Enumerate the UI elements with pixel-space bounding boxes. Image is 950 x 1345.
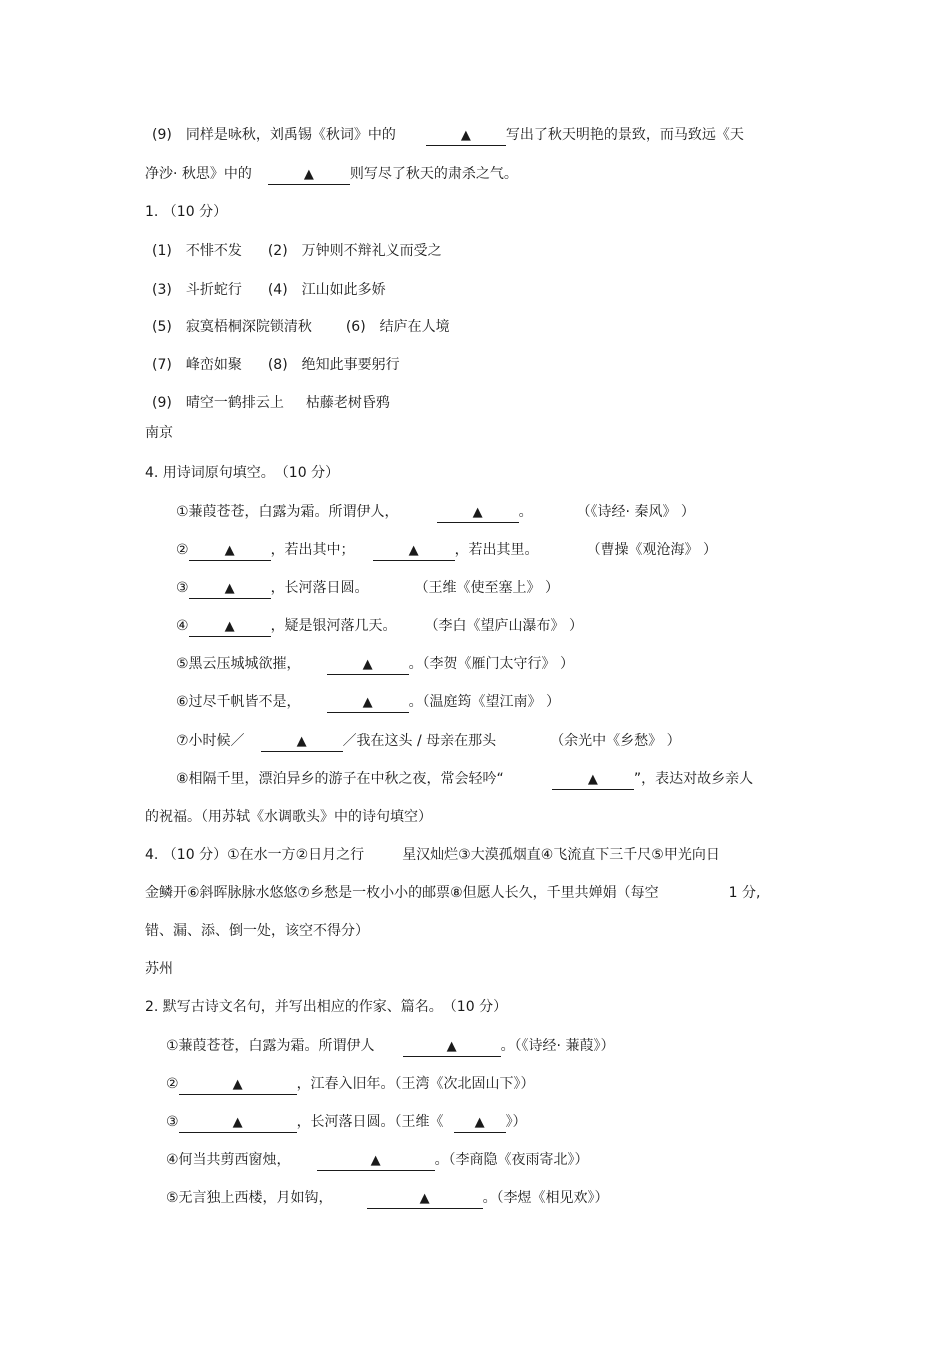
text: ⑤无言独上西楼，月如钩， — [166, 1190, 333, 1206]
l24: 2. 默写古诗文名句，并写出相应的作家、篇名。 （10 分） — [145, 999, 508, 1015]
l2 — [145, 164, 518, 185]
l14 — [176, 616, 583, 637]
text: ⑧相隔千里，漂泊异乡的游子在中秋之夜，常会轻吟“ — [176, 771, 504, 787]
text: ③ — [176, 580, 189, 596]
l18 — [176, 769, 753, 790]
text: 净沙· 秋思》中的 — [145, 166, 252, 182]
l25 — [166, 1036, 614, 1057]
l12 — [176, 540, 717, 561]
blank[interactable]: ▲ — [373, 542, 455, 561]
blank[interactable]: ▲ — [552, 771, 634, 790]
text: ③ — [166, 1114, 179, 1130]
text: ② — [166, 1076, 179, 1092]
l22: 错、漏、添、倒一处，该空不得分） — [145, 923, 369, 939]
text: 星汉灿烂③大漠孤烟直④飞流直下三千尺⑤甲光向日 — [402, 847, 720, 863]
text: （李白《望庐山瀑布》 ） — [424, 618, 584, 634]
text: (2) 万钟则不辩礼义而受之 — [267, 243, 442, 259]
text: ，长河落日圆。 — [270, 580, 369, 596]
text: 。（李贺《雁门太守行》 ） — [408, 656, 575, 672]
blank[interactable]: ▲ — [179, 1114, 297, 1133]
text: ④何当共剪西窗烛， — [166, 1152, 291, 1168]
text: 。（《诗经· 蒹葭》） — [500, 1038, 615, 1054]
l11 — [176, 502, 695, 523]
blank[interactable]: ▲ — [261, 733, 343, 752]
blank[interactable]: ▲ — [367, 1190, 483, 1209]
text: 1 分, — [728, 885, 761, 901]
text: ／我在这头 / 母亲在那头 — [342, 733, 497, 749]
text: ⑤黑云压城城欲摧， — [176, 656, 301, 672]
l28 — [166, 1150, 589, 1171]
l19: 的祝福。（用苏轼《水调歌头》中的诗句填空） — [145, 809, 432, 825]
l29 — [166, 1188, 609, 1209]
l9: 南京 — [145, 425, 173, 441]
text: (6) 结庐在人境 — [345, 319, 450, 335]
text: 。（李煜《相见欢》） — [482, 1190, 609, 1206]
blank[interactable]: ▲ — [454, 1114, 506, 1133]
text: ，若出其中； — [270, 542, 355, 558]
text: 》） — [505, 1114, 527, 1130]
text: ④ — [176, 618, 189, 634]
l26 — [166, 1074, 535, 1095]
blank[interactable]: ▲ — [426, 127, 506, 146]
text: 写出了秋天明艳的景致，而马致远《天 — [505, 127, 744, 143]
text: ①蒹葭苍苍，白露为霜。所谓伊人， — [176, 504, 399, 520]
blank[interactable]: ▲ — [189, 542, 271, 561]
l10: 4. 用诗词原句填空。 （10 分） — [145, 465, 340, 481]
text: (7) 峰峦如聚 — [152, 357, 242, 373]
l7 — [152, 355, 400, 375]
text: 金鳞开⑥斜晖脉脉水悠悠⑦乡愁是一枚小小的邮票⑧但愿人长久，千里共婵娟（每空 — [145, 885, 659, 901]
text: ，若出其里。 — [454, 542, 539, 558]
text: (1) 不悱不发 — [152, 243, 242, 259]
text: 。（李商隐《夜雨寄北》） — [434, 1152, 589, 1168]
text: 4. （10 分）①在水一方②日月之行 — [145, 847, 365, 863]
l20 — [145, 845, 720, 865]
l8 — [152, 393, 390, 413]
text: (9) 同样是咏秋，刘禹锡《秋词》中的 — [152, 127, 396, 143]
blank[interactable]: ▲ — [189, 618, 271, 637]
l6 — [152, 317, 450, 337]
blank[interactable]: ▲ — [179, 1076, 297, 1095]
blank[interactable]: ▲ — [268, 166, 350, 185]
text: ，疑是银河落几天。 — [270, 618, 397, 634]
text: 枯藤老树昏鸦 — [305, 395, 390, 411]
text: ⑦小时候／ — [176, 733, 245, 749]
text: 。 — [518, 504, 533, 520]
blank[interactable]: ▲ — [317, 1152, 435, 1171]
text: （王维《使至塞上》 ） — [414, 580, 560, 596]
l16 — [176, 692, 560, 713]
text: （曹操《观沧海》 ） — [586, 542, 718, 558]
text: (5) 寂寞梧桐深院锁清秋 — [152, 319, 312, 335]
text: ，江春入旧年。（王湾《次北固山下》） — [296, 1076, 535, 1092]
blank[interactable]: ▲ — [437, 504, 519, 523]
text: ② — [176, 542, 189, 558]
text: ⑥过尽千帆皆不是， — [176, 694, 301, 710]
text: 。（温庭筠《望江南》 ） — [408, 694, 561, 710]
l4 — [152, 241, 442, 261]
text: (4) 江山如此多娇 — [267, 282, 386, 298]
l3: 1. （10 分） — [145, 204, 228, 220]
text: ，长河落日圆。（王维《 — [296, 1114, 444, 1130]
text: (9) 晴空一鹤排云上 — [152, 395, 284, 411]
blank[interactable]: ▲ — [327, 656, 409, 675]
l13 — [176, 578, 559, 599]
l15 — [176, 654, 574, 675]
text: ”，表达对故乡亲人 — [633, 771, 754, 787]
text: （《诗经· 秦风》 ） — [576, 504, 695, 520]
text: (8) 绝知此事要躬行 — [267, 357, 400, 373]
l1 — [152, 125, 744, 146]
l21 — [145, 883, 760, 903]
text: 则写尽了秋天的肃杀之气。 — [349, 166, 518, 182]
l5 — [152, 280, 386, 300]
blank[interactable]: ▲ — [403, 1038, 501, 1057]
l27 — [166, 1112, 527, 1133]
text: ①蒹葭苍苍，白露为霜。所谓伊人 — [166, 1038, 375, 1054]
l17 — [176, 731, 681, 752]
text: （余光中《乡愁》 ） — [550, 733, 681, 749]
text: (3) 斗折蛇行 — [152, 282, 242, 298]
blank[interactable]: ▲ — [327, 694, 409, 713]
blank[interactable]: ▲ — [189, 580, 271, 599]
l23: 苏州 — [145, 961, 173, 977]
